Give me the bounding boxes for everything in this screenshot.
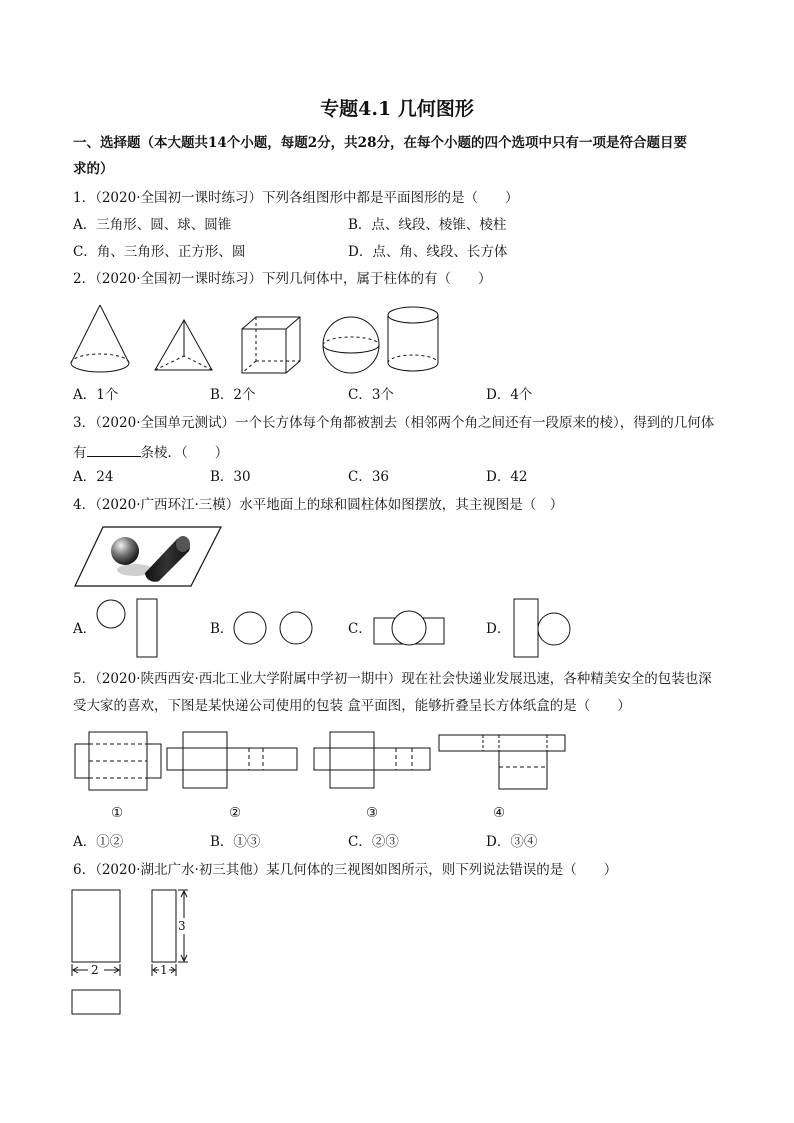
q3-option-b: B．30: [210, 469, 251, 485]
q2-pyramid-figure: [152, 318, 216, 374]
q2-cone-figure: [68, 303, 132, 375]
q3-stem-line2-prefix: 有: [73, 445, 87, 461]
q1-option-d: D．点、角、线段、长方体: [348, 244, 508, 260]
q3-stem-line2: [73, 444, 228, 461]
q5-net-4: [437, 733, 567, 793]
q5-net-label-2: ②: [229, 805, 242, 821]
q3-stem: 3．（2020·全国单元测试）一个长方体每个角都被割去（相邻两个角之间还有一段原来的棱），得到的几何体: [73, 415, 715, 431]
q4-stem: 4．（2020·广西环江·三模）水平地面上的球和圆柱体如图摆放，其主视图是（ ）: [73, 497, 564, 513]
q5-net-label-1: ①: [111, 805, 124, 821]
section-header-line1: 一、选择题（本大题共14个小题，每题2分，共28分，在每个小题的四个选项中只有一项是符合题目要: [73, 135, 687, 151]
q2-sphere-figure: [320, 315, 382, 375]
q5-stem: 5．（2020·陕西西安·西北工业大学附属中学初一期中）现在社会快递业发展迅速，各种精美安全的包装也深: [73, 671, 712, 687]
q3-option-c: C．36: [348, 469, 390, 485]
q3-option-a: A．24: [73, 469, 114, 485]
q5-net-2: [165, 730, 299, 792]
q6-side-view: [150, 888, 192, 978]
q2-option-c: C．3个: [348, 387, 394, 403]
q2-cube-figure: [240, 315, 304, 375]
q2-cylinder-figure: [385, 305, 441, 375]
q4-option-c-label: C．: [348, 621, 372, 637]
q4-option-c-figure: [372, 608, 448, 648]
section-header-line2: 求的）: [73, 161, 114, 177]
q6-height-label: 3: [178, 919, 186, 933]
q5-net-1: [73, 728, 163, 794]
q6-top-view: [70, 988, 124, 1016]
q1-option-c: C．角、三角形、正方形、圆: [73, 244, 246, 260]
q6-stem: 6．（2020·湖北广水·初三其他）某几何体的三视图如图所示，则下列说法错误的是（ ）: [73, 862, 618, 878]
page-title: 专题4.1 几何图形: [320, 98, 474, 120]
q5-net-label-4: ④: [493, 805, 506, 821]
q4-ball-cylinder-figure: [73, 525, 223, 589]
q1-stem: 1．（2020·全国初一课时练习）下列各组图形中都是平面图形的是（ ）: [73, 190, 519, 206]
q4-option-b-label: B．: [210, 621, 234, 637]
q4-option-b-figure: [232, 610, 314, 646]
q3-option-d: D．42: [486, 469, 528, 485]
q5-stem-line2: 受大家的喜欢，下图是某快递公司使用的包装 盒平面图，能够折叠呈长方体纸盒的是（ ）: [73, 698, 631, 714]
q3-stem-line2-suffix: 条棱．（ ）: [140, 445, 229, 461]
q1-option-b: B．点、线段、棱锥、棱柱: [348, 217, 507, 233]
q1-option-a: A．三角形、圆、球、圆锥: [73, 217, 232, 233]
q5-option-d: D．③④: [486, 834, 538, 850]
q2-option-b: B．2个: [210, 387, 256, 403]
q4-option-a-label: A．: [73, 621, 97, 637]
q5-option-b: B．①③: [210, 834, 261, 850]
q6-depth-label: 1: [160, 963, 168, 977]
q5-option-a: A．①②: [73, 834, 124, 850]
q2-option-d: D．4个: [486, 387, 533, 403]
q6-width-label: 2: [91, 963, 99, 977]
q2-stem: 2．（2020·全国初一课时练习）下列几何体中，属于柱体的有（ ）: [73, 271, 492, 287]
q5-net-3: [312, 730, 432, 792]
q4-option-a-figure: [95, 597, 165, 659]
q4-option-d-label: D．: [486, 621, 511, 637]
q5-option-c: C．②③: [348, 834, 399, 850]
q5-net-label-3: ③: [366, 805, 379, 821]
q4-option-d-figure: [512, 597, 574, 659]
q3-answer-blank: [87, 444, 141, 457]
q2-option-a: A．1个: [73, 387, 119, 403]
